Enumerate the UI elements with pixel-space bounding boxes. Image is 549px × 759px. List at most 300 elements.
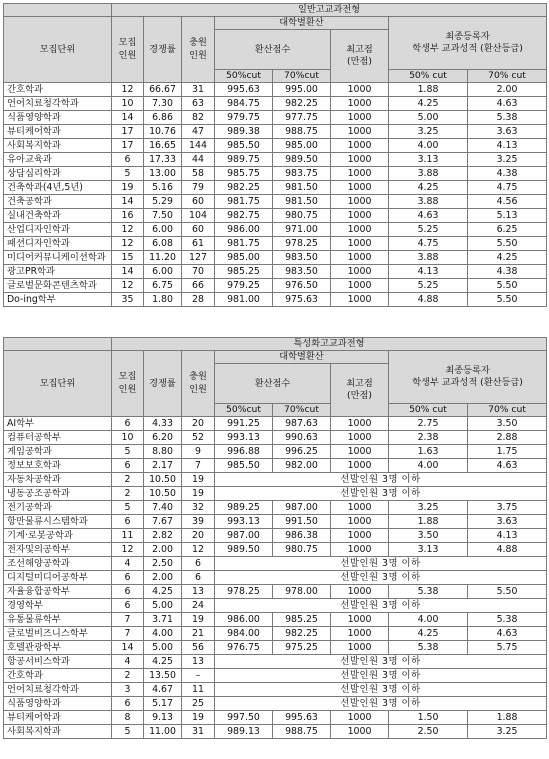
- score-50-cut-cell: 987.00: [215, 529, 273, 543]
- score-70-cut-cell: 980.75: [273, 209, 331, 223]
- table-corner-cell: [4, 338, 112, 351]
- max-score-cell: 1000: [331, 167, 389, 181]
- table-row: [4, 599, 547, 613]
- unit-name-cell: 항만물류시스템학과: [4, 515, 112, 529]
- unit-name-cell: 미디어커뮤니케이션학과: [4, 251, 112, 265]
- unit-name-cell: 사회복지학과: [4, 725, 112, 739]
- score-70-cut-cell: 987.63: [273, 417, 331, 431]
- table-row: [4, 445, 547, 459]
- table-row: [4, 613, 547, 627]
- unit-name-cell: 언어치료청각학과: [4, 97, 112, 111]
- score-70-cut-cell: 990.63: [273, 431, 331, 445]
- added-count-cell: 13: [182, 655, 215, 669]
- grade-50-cut-cell: 3.88: [389, 167, 468, 181]
- competition-ratio-cell: 7.50: [144, 209, 182, 223]
- quota-cell: 6: [112, 459, 144, 473]
- max-score-cell: 1000: [331, 711, 389, 725]
- quota-cell: 4: [112, 655, 144, 669]
- unit-name-cell: 조선해양공학과: [4, 557, 112, 571]
- score-50-cut-cell: 982.25: [215, 181, 273, 195]
- unit-name-cell: 게임공학과: [4, 445, 112, 459]
- quota-cell: 14: [112, 111, 144, 125]
- unit-name-cell: Do-ing학부: [4, 293, 112, 307]
- table-row: [4, 125, 547, 139]
- quota-cell: 6: [112, 417, 144, 431]
- grade-50-cut-cell: 5.38: [389, 585, 468, 599]
- grade-50-cut-cell: 3.13: [389, 543, 468, 557]
- quota-cell: 17: [112, 139, 144, 153]
- competition-ratio-cell: 7.40: [144, 501, 182, 515]
- unit-name-cell: 정보보호학과: [4, 459, 112, 473]
- quota-cell: 5: [112, 167, 144, 181]
- quota-cell: 16: [112, 209, 144, 223]
- added-count-cell: 58: [182, 167, 215, 181]
- max-score-cell: 1000: [331, 279, 389, 293]
- score-70-cut-cell: 983.75: [273, 167, 331, 181]
- unit-header: 모집단위: [4, 351, 112, 417]
- added-count-cell: 127: [182, 251, 215, 265]
- table-row: [4, 181, 547, 195]
- quota-cell: 35: [112, 293, 144, 307]
- unit-name-cell: 간호학과: [4, 83, 112, 97]
- competition-ratio-cell: 10.50: [144, 473, 182, 487]
- competition-ratio-cell: 5.16: [144, 181, 182, 195]
- unit-name-cell: 건축공학과: [4, 195, 112, 209]
- score-70-cut-cell: 975.25: [273, 641, 331, 655]
- competition-ratio-cell: 17.33: [144, 153, 182, 167]
- quota-cell: 12: [112, 237, 144, 251]
- unit-name-cell: 항공서비스학과: [4, 655, 112, 669]
- score-50-cut-cell: 982.75: [215, 209, 273, 223]
- unit-name-cell: 간호학과: [4, 669, 112, 683]
- competition-ratio-cell: 6.75: [144, 279, 182, 293]
- quota-cell: 8: [112, 711, 144, 725]
- unit-name-cell: 전기공학과: [4, 501, 112, 515]
- competition-ratio-cell: 4.25: [144, 655, 182, 669]
- grade-70-cut-cell: 4.38: [468, 167, 547, 181]
- max-score-cell: 1000: [331, 223, 389, 237]
- added-count-cell: 20: [182, 417, 215, 431]
- score-70-header: 70%cut: [273, 70, 331, 83]
- added-count-cell: 60: [182, 223, 215, 237]
- competition-ratio-cell: 10.76: [144, 125, 182, 139]
- unit-name-cell: 식품영양학과: [4, 111, 112, 125]
- grade-50-cut-cell: 2.50: [389, 725, 468, 739]
- grade-50-cut-cell: 3.88: [389, 195, 468, 209]
- grade-50-cut-cell: 4.25: [389, 627, 468, 641]
- table-row: [4, 725, 547, 739]
- quota-cell: 5: [112, 725, 144, 739]
- grade-70-cut-cell: 4.25: [468, 251, 547, 265]
- quota-cell: 14: [112, 265, 144, 279]
- max-score-cell: 1000: [331, 543, 389, 557]
- quota-cell: 10: [112, 431, 144, 445]
- quota-cell: 6: [112, 599, 144, 613]
- score-50-cut-cell: 985.00: [215, 251, 273, 265]
- unit-name-cell: 언어치료청각학과: [4, 683, 112, 697]
- unit-name-cell: 유통물류학부: [4, 613, 112, 627]
- quota-cell: 14: [112, 195, 144, 209]
- score-70-cut-cell: 982.25: [273, 97, 331, 111]
- table-row: [4, 209, 547, 223]
- score-50-cut-cell: 981.75: [215, 237, 273, 251]
- added-count-cell: 52: [182, 431, 215, 445]
- added-count-cell: 31: [182, 725, 215, 739]
- competition-header: 경쟁률: [144, 17, 182, 83]
- table-row: [4, 655, 547, 669]
- selection-note-cell: 선발인원 3명 이하: [215, 669, 547, 683]
- max-score-cell: 1000: [331, 83, 389, 97]
- table-row: [4, 167, 547, 181]
- converted-score-header: 환산점수: [215, 364, 331, 404]
- grade-50-cut-cell: 4.13: [389, 265, 468, 279]
- added-count-cell: 7: [182, 459, 215, 473]
- score-70-cut-cell: 976.50: [273, 279, 331, 293]
- added-count-cell: 60: [182, 195, 215, 209]
- table-row: [4, 543, 547, 557]
- quota-cell: 12: [112, 543, 144, 557]
- max-score-header: 최고점 (만점): [331, 30, 389, 83]
- competition-ratio-cell: 4.33: [144, 417, 182, 431]
- score-70-cut-cell: 981.50: [273, 181, 331, 195]
- competition-ratio-cell: 9.13: [144, 711, 182, 725]
- added-count-cell: 24: [182, 599, 215, 613]
- max-score-cell: 1000: [331, 515, 389, 529]
- quota-cell: 15: [112, 251, 144, 265]
- competition-ratio-cell: 6.00: [144, 223, 182, 237]
- added-count-cell: 6: [182, 571, 215, 585]
- grade-50-cut-cell: 5.25: [389, 279, 468, 293]
- score-70-cut-cell: 988.75: [273, 125, 331, 139]
- competition-ratio-cell: 8.80: [144, 445, 182, 459]
- grade-70-cut-cell: 1.88: [468, 711, 547, 725]
- quota-header: 모집 인원: [112, 351, 144, 417]
- added-count-cell: 32: [182, 501, 215, 515]
- unit-name-cell: 광고PR학과: [4, 265, 112, 279]
- score-70-cut-cell: 985.00: [273, 139, 331, 153]
- competition-ratio-cell: 2.17: [144, 459, 182, 473]
- score-70-header: 70%cut: [273, 404, 331, 417]
- unit-name-cell: 기계·로봇공학과: [4, 529, 112, 543]
- general-track-table: [3, 3, 547, 307]
- grade-50-cut-cell: 5.00: [389, 111, 468, 125]
- table-row: [4, 459, 547, 473]
- selection-note-cell: 선발인원 3명 이하: [215, 683, 547, 697]
- grade-50-cut-cell: 1.63: [389, 445, 468, 459]
- score-70-cut-cell: 983.50: [273, 265, 331, 279]
- score-70-cut-cell: 996.25: [273, 445, 331, 459]
- unit-name-cell: 산업디자인학과: [4, 223, 112, 237]
- selection-note-cell: 선발인원 3명 이하: [215, 487, 547, 501]
- competition-ratio-cell: 10.50: [144, 487, 182, 501]
- grade-50-cut-cell: 3.25: [389, 125, 468, 139]
- competition-ratio-cell: 6.08: [144, 237, 182, 251]
- grade-50-cut-cell: 4.25: [389, 181, 468, 195]
- score-50-cut-cell: 993.13: [215, 515, 273, 529]
- competition-ratio-cell: 16.65: [144, 139, 182, 153]
- track-title: 일반고교과전형: [112, 4, 547, 17]
- unit-name-cell: 식품영양학과: [4, 697, 112, 711]
- final-header: 최종등록자 학생부 교과성적 (환산등급): [389, 351, 547, 404]
- vocational-track-rows: [4, 417, 547, 739]
- added-count-cell: 63: [182, 97, 215, 111]
- competition-ratio-cell: 6.20: [144, 431, 182, 445]
- unit-name-cell: 패션디자인학과: [4, 237, 112, 251]
- grade-70-cut-cell: 4.56: [468, 195, 547, 209]
- score-70-cut-cell: 983.50: [273, 251, 331, 265]
- table-row: [4, 153, 547, 167]
- table-row: [4, 529, 547, 543]
- score-50-cut-cell: 991.25: [215, 417, 273, 431]
- competition-header: 경쟁률: [144, 351, 182, 417]
- general-track-rows: [4, 83, 547, 307]
- grade-70-cut-cell: 2.00: [468, 83, 547, 97]
- grade-50-cut-cell: 4.63: [389, 209, 468, 223]
- unit-name-cell: 건축학과(4년,5년): [4, 181, 112, 195]
- quota-cell: 12: [112, 83, 144, 97]
- quota-cell: 4: [112, 557, 144, 571]
- added-count-cell: 21: [182, 627, 215, 641]
- added-count-cell: 19: [182, 711, 215, 725]
- table-row: [4, 195, 547, 209]
- added-header: 충원 인원: [182, 351, 215, 417]
- score-50-cut-cell: 989.38: [215, 125, 273, 139]
- added-count-cell: 20: [182, 529, 215, 543]
- unit-name-cell: 사회복지학과: [4, 139, 112, 153]
- table-row: [4, 83, 547, 97]
- max-score-cell: 1000: [331, 417, 389, 431]
- competition-ratio-cell: 2.82: [144, 529, 182, 543]
- score-70-cut-cell: 982.25: [273, 627, 331, 641]
- added-count-cell: 6: [182, 557, 215, 571]
- score-70-cut-cell: 989.50: [273, 153, 331, 167]
- grade-50-cut-cell: 1.50: [389, 711, 468, 725]
- unit-name-cell: 뷰티케어학과: [4, 125, 112, 139]
- grade-70-cut-cell: 5.38: [468, 613, 547, 627]
- table-row: [4, 515, 547, 529]
- table-corner-cell: [4, 4, 112, 17]
- score-70-cut-cell: 971.00: [273, 223, 331, 237]
- selection-note-cell: 선발인원 3명 이하: [215, 571, 547, 585]
- score-50-cut-cell: 979.25: [215, 279, 273, 293]
- max-score-cell: 1000: [331, 725, 389, 739]
- added-count-cell: 82: [182, 111, 215, 125]
- grade-50-cut-cell: 3.50: [389, 529, 468, 543]
- added-count-cell: 70: [182, 265, 215, 279]
- max-score-cell: 1000: [331, 139, 389, 153]
- selection-note-cell: 선발인원 3명 이하: [215, 557, 547, 571]
- max-score-cell: 1000: [331, 641, 389, 655]
- quota-cell: 14: [112, 641, 144, 655]
- grade-70-cut-cell: 4.13: [468, 529, 547, 543]
- quota-cell: 5: [112, 501, 144, 515]
- table-row: [4, 223, 547, 237]
- max-score-cell: 1000: [331, 431, 389, 445]
- score-50-cut-cell: 985.50: [215, 459, 273, 473]
- table-row: [4, 279, 547, 293]
- grade-50-cut-cell: 2.38: [389, 431, 468, 445]
- added-count-cell: 47: [182, 125, 215, 139]
- score-50-cut-cell: 986.00: [215, 223, 273, 237]
- score-70-cut-cell: 995.63: [273, 711, 331, 725]
- table-row: [4, 571, 547, 585]
- competition-ratio-cell: 2.00: [144, 543, 182, 557]
- quota-cell: 12: [112, 223, 144, 237]
- grade-70-header: 70% cut: [468, 70, 547, 83]
- table-row: [4, 417, 547, 431]
- university-header: 대학별환산: [215, 351, 389, 364]
- table-row: [4, 641, 547, 655]
- grade-70-cut-cell: 3.25: [468, 725, 547, 739]
- score-50-cut-cell: 984.00: [215, 627, 273, 641]
- score-70-cut-cell: 985.25: [273, 613, 331, 627]
- score-50-cut-cell: 981.75: [215, 195, 273, 209]
- table-row: [4, 585, 547, 599]
- quota-cell: 11: [112, 529, 144, 543]
- grade-50-cut-cell: 1.88: [389, 83, 468, 97]
- unit-name-cell: AI학부: [4, 417, 112, 431]
- table-row: [4, 251, 547, 265]
- quota-cell: 6: [112, 571, 144, 585]
- grade-50-cut-cell: 4.25: [389, 97, 468, 111]
- added-count-cell: 31: [182, 83, 215, 97]
- unit-name-cell: 컴퓨터공학부: [4, 431, 112, 445]
- score-50-cut-cell: 993.13: [215, 431, 273, 445]
- grade-70-cut-cell: 5.50: [468, 293, 547, 307]
- competition-ratio-cell: 4.25: [144, 585, 182, 599]
- competition-ratio-cell: 2.00: [144, 571, 182, 585]
- max-score-cell: 1000: [331, 181, 389, 195]
- competition-ratio-cell: 7.30: [144, 97, 182, 111]
- table-row: [4, 557, 547, 571]
- unit-name-cell: 전자및의공학부: [4, 543, 112, 557]
- quota-cell: 3: [112, 683, 144, 697]
- competition-ratio-cell: 5.17: [144, 697, 182, 711]
- competition-ratio-cell: 4.00: [144, 627, 182, 641]
- competition-ratio-cell: 5.00: [144, 641, 182, 655]
- table-row: [4, 711, 547, 725]
- grade-70-cut-cell: 3.63: [468, 125, 547, 139]
- quota-cell: 10: [112, 97, 144, 111]
- grade-50-cut-cell: 3.13: [389, 153, 468, 167]
- added-count-cell: 79: [182, 181, 215, 195]
- unit-name-cell: 디지털미디어공학부: [4, 571, 112, 585]
- grade-70-cut-cell: 4.75: [468, 181, 547, 195]
- max-score-cell: 1000: [331, 111, 389, 125]
- grade-70-cut-cell: 4.63: [468, 627, 547, 641]
- max-score-cell: 1000: [331, 209, 389, 223]
- score-70-cut-cell: 988.75: [273, 725, 331, 739]
- added-count-cell: –: [182, 669, 215, 683]
- max-score-cell: 1000: [331, 501, 389, 515]
- grade-70-cut-cell: 4.63: [468, 459, 547, 473]
- university-header: 대학별환산: [215, 17, 389, 30]
- converted-score-header: 환산점수: [215, 30, 331, 70]
- quota-cell: 2: [112, 473, 144, 487]
- grade-70-cut-cell: 5.50: [468, 279, 547, 293]
- added-count-cell: 104: [182, 209, 215, 223]
- added-header: 충원 인원: [182, 17, 215, 83]
- grade-50-cut-cell: 5.38: [389, 641, 468, 655]
- table-row: [4, 669, 547, 683]
- grade-50-cut-cell: 4.00: [389, 139, 468, 153]
- table-row: [4, 139, 547, 153]
- quota-cell: 19: [112, 181, 144, 195]
- grade-50-header: 50% cut: [389, 70, 468, 83]
- score-50-cut-cell: 989.13: [215, 725, 273, 739]
- unit-name-cell: 호텔관광학부: [4, 641, 112, 655]
- max-score-cell: 1000: [331, 585, 389, 599]
- vocational-track-table: [3, 337, 547, 739]
- quota-cell: 5: [112, 445, 144, 459]
- competition-ratio-cell: 1.80: [144, 293, 182, 307]
- unit-name-cell: 자동차공학과: [4, 473, 112, 487]
- score-50-cut-cell: 984.75: [215, 97, 273, 111]
- max-score-cell: 1000: [331, 251, 389, 265]
- max-score-cell: 1000: [331, 627, 389, 641]
- selection-note-cell: 선발인원 3명 이하: [215, 655, 547, 669]
- score-50-cut-cell: 989.75: [215, 153, 273, 167]
- score-50-cut-cell: 995.63: [215, 83, 273, 97]
- grade-70-cut-cell: 6.25: [468, 223, 547, 237]
- quota-cell: 6: [112, 585, 144, 599]
- score-50-cut-cell: 997.50: [215, 711, 273, 725]
- unit-name-cell: 자율융합공학부: [4, 585, 112, 599]
- quota-cell: 17: [112, 125, 144, 139]
- score-70-cut-cell: 986.38: [273, 529, 331, 543]
- score-70-cut-cell: 982.00: [273, 459, 331, 473]
- score-50-cut-cell: 985.50: [215, 139, 273, 153]
- max-score-cell: 1000: [331, 265, 389, 279]
- score-50-cut-cell: 996.88: [215, 445, 273, 459]
- grade-70-cut-cell: 4.38: [468, 265, 547, 279]
- grade-70-cut-cell: 3.50: [468, 417, 547, 431]
- table-row: [4, 265, 547, 279]
- table-row: [4, 97, 547, 111]
- grade-50-header: 50% cut: [389, 404, 468, 417]
- grade-70-cut-cell: 5.13: [468, 209, 547, 223]
- competition-ratio-cell: 11.00: [144, 725, 182, 739]
- added-count-cell: 56: [182, 641, 215, 655]
- quota-cell: 6: [112, 697, 144, 711]
- competition-ratio-cell: 11.20: [144, 251, 182, 265]
- final-header: 최종등록자 학생부 교과성적 (환산등급): [389, 17, 547, 70]
- selection-note-cell: 선발인원 3명 이하: [215, 473, 547, 487]
- score-50-cut-cell: 989.25: [215, 501, 273, 515]
- score-50-cut-cell: 986.00: [215, 613, 273, 627]
- score-70-cut-cell: 978.00: [273, 585, 331, 599]
- score-50-cut-cell: 985.25: [215, 265, 273, 279]
- unit-name-cell: 상담심리학과: [4, 167, 112, 181]
- unit-header: 모집단위: [4, 17, 112, 83]
- quota-cell: 6: [112, 515, 144, 529]
- added-count-cell: 39: [182, 515, 215, 529]
- quota-header: 모집 인원: [112, 17, 144, 83]
- added-count-cell: 44: [182, 153, 215, 167]
- max-score-cell: 1000: [331, 153, 389, 167]
- score-70-cut-cell: 995.00: [273, 83, 331, 97]
- score-50-cut-cell: 989.50: [215, 543, 273, 557]
- unit-name-cell: 냉동공조공학과: [4, 487, 112, 501]
- quota-cell: 12: [112, 279, 144, 293]
- max-score-cell: 1000: [331, 293, 389, 307]
- grade-70-cut-cell: 3.25: [468, 153, 547, 167]
- table-row: [4, 431, 547, 445]
- grade-70-cut-cell: 5.38: [468, 111, 547, 125]
- competition-ratio-cell: 66.67: [144, 83, 182, 97]
- grade-70-cut-cell: 5.50: [468, 237, 547, 251]
- score-50-cut-cell: 981.00: [215, 293, 273, 307]
